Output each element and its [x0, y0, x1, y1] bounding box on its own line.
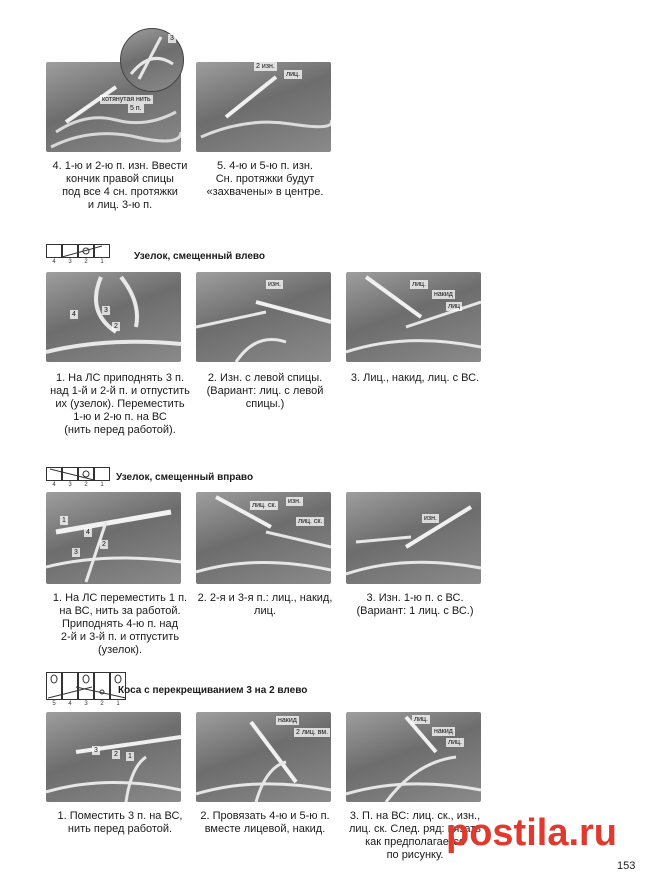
caption-left-2: 2. Изн. с левой спицы. (Вариант: лиц. с левой спицы.)	[206, 372, 324, 410]
chart-number: 4	[52, 259, 56, 265]
chart-number: 4	[68, 701, 72, 707]
caption-left-1: 1. На ЛС приподнять 3 п. над 1-й и 2-й п. и отпустить их (узелок). Переместить 1-ю и 2-ю п. на ВС (нить перед работой).	[50, 372, 190, 436]
label-4: 4	[72, 311, 76, 318]
label-knit: лиц	[448, 303, 461, 310]
chart-number: 3	[68, 259, 72, 265]
label-knit: лиц.	[412, 281, 426, 288]
caption-left-3: 3. Лиц., накид, лиц. с ВС.	[350, 372, 480, 384]
chart-number: 3	[68, 482, 72, 488]
label-knit: лиц.	[448, 739, 462, 746]
chart-bobble-right	[46, 467, 112, 491]
section-title: Узелок, смещенный вправо	[116, 472, 254, 483]
label-pulled-yarn: котянутая нить	[102, 96, 151, 103]
chart-number: 1	[100, 259, 104, 265]
photo-right-1	[46, 492, 181, 584]
label-1: 1	[128, 753, 132, 760]
label-2: 2	[102, 541, 106, 548]
chart-cable-3-over-2	[46, 672, 128, 710]
caption-step5: 5. 4-ю и 5-ю п. изн. Сн. протяжки будут «захвачены» в центре.	[206, 160, 324, 198]
photo-right-3	[346, 492, 481, 584]
photo-cable-3	[346, 712, 481, 802]
label-yarn-over: накид	[434, 291, 453, 298]
label-purl: изн.	[288, 498, 301, 505]
chart-number: 3	[84, 701, 88, 707]
label-purl: изн.	[268, 281, 281, 288]
section-title: Коса с перекрещиванием 3 на 2 влево	[118, 685, 308, 696]
label-3: 3	[104, 307, 108, 314]
chart-number: 1	[116, 701, 120, 707]
label-2-k-tog: 2 лиц. вм.	[296, 729, 329, 736]
chart-number: 1	[100, 482, 104, 488]
label-knit-tbl: лиц. ск.	[298, 518, 323, 525]
chart-number: 2	[84, 259, 88, 265]
section-title: Узелок, смещенный влево	[134, 251, 266, 262]
label-3: 3	[74, 549, 78, 556]
label-2-purl: 2 изн.	[256, 63, 275, 70]
photo-left-2	[196, 272, 331, 362]
chart-number: 2	[84, 482, 88, 488]
label-purl: изн.	[424, 515, 437, 522]
label-4: 4	[86, 529, 90, 536]
chart-number: 4	[52, 482, 56, 488]
caption-step4: 4. 1-ю и 2-ю п. изн. Ввести кончик правой спицы под все 4 сн. протяжки и лиц. 3-ю п.	[52, 160, 188, 211]
label-1: 1	[62, 517, 66, 524]
label-knit-tbl: лиц. ск.	[252, 502, 277, 509]
caption-right-2: 2. 2-я и 3-я п.: лиц., накид, лиц.	[197, 592, 333, 617]
label-yarn-over: накид	[434, 728, 453, 735]
label-2: 2	[114, 323, 118, 330]
chart-bobble-left	[46, 244, 112, 268]
watermark-logo: postila.ru	[446, 812, 618, 854]
photo-left-1	[46, 272, 181, 362]
caption-right-1: 1. На ЛС переместить 1 п. на ВС, нить за работой. Приподнять 4-ю п. над 2-й и 3-й п. и отпустить (узелок).	[52, 592, 188, 656]
caption-cable-3: 3. П. на ВС: лиц. ск., изн., лиц. ск. След. ряд: вязать как предполагается по рисунку.	[348, 810, 482, 861]
label-yarn-over: накид	[278, 717, 297, 724]
label-3: 3	[94, 747, 98, 754]
chart-number: 2	[100, 701, 104, 707]
chart-number: 5	[52, 701, 56, 707]
caption-right-3: 3. Изн. 1-ю п. с ВС. (Вариант: 1 лиц. с ВС.)	[356, 592, 474, 617]
caption-cable-2: 2. Провязать 4-ю и 5-ю п. вместе лицевой, накид.	[200, 810, 330, 835]
label-5-st: 5 п.	[130, 105, 142, 112]
label-2: 2	[114, 751, 118, 758]
label-knit: лиц.	[414, 716, 428, 723]
label-3: 3	[170, 35, 174, 42]
photo-step5	[196, 62, 331, 152]
photo-cable-2	[196, 712, 331, 802]
caption-cable-1: 1. Поместить 3 п. на ВС, нить перед работой.	[57, 810, 183, 835]
page-number: 153	[617, 860, 636, 872]
label-knit: лиц.	[286, 71, 300, 78]
